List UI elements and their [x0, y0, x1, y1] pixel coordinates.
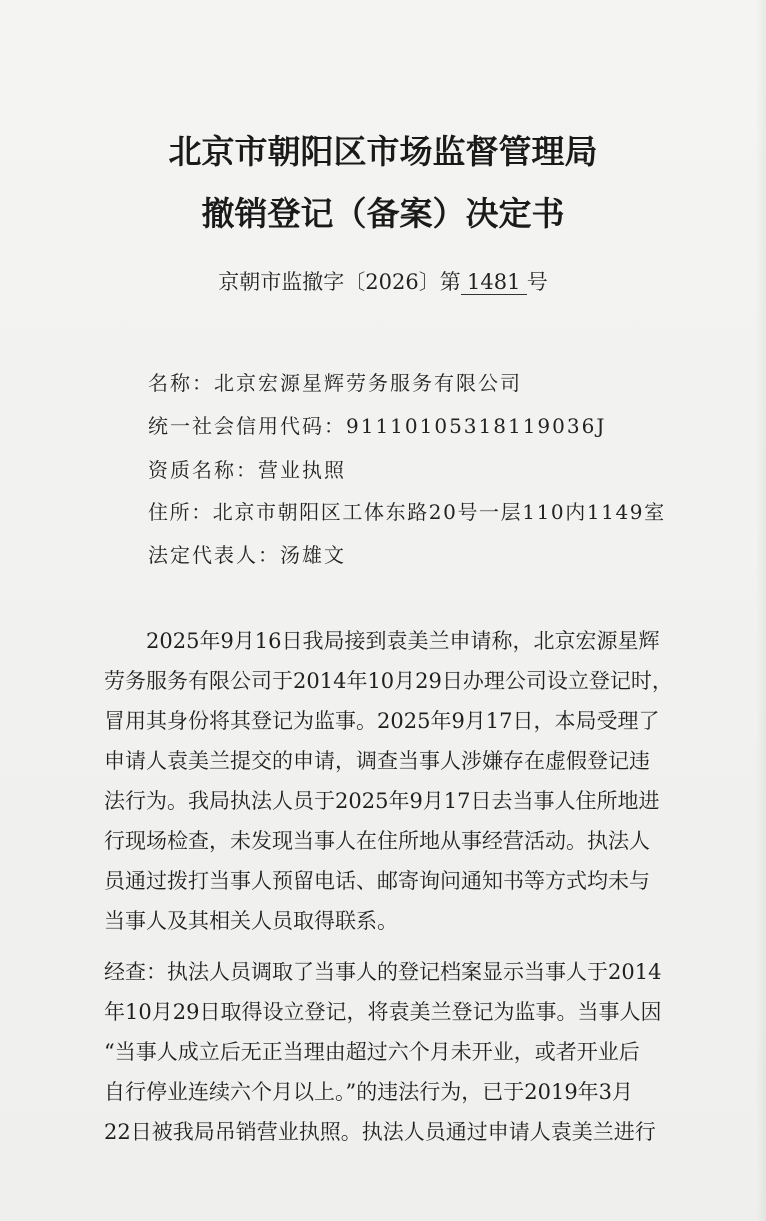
paragraph-line: 年10月29日取得设立登记，将袁美兰登记为监事。当事人因 — [104, 1000, 662, 1024]
paragraph-line: 行现场检查，未发现当事人在住所地从事经营活动。执法人 — [104, 829, 650, 853]
paragraph-line: 冒用其身份将其登记为监事。2025年9月17日，本局受理了 — [104, 709, 660, 733]
paragraph-line: 劳务服务有限公司于2014年10月29日办理公司设立登记时， — [104, 669, 673, 693]
page-edge-shadow — [756, 0, 766, 1221]
paragraph-line: 员通过拨打当事人预留电话、邮寄询问通知书等方式均未与 — [104, 869, 650, 893]
address-field: 住所：北京市朝阳区工体东路20号一层110内1149室 — [148, 500, 666, 524]
company-name-field: 名称：北京宏源星辉劳务服务有限公司 — [148, 371, 522, 395]
paragraph-line: 经查：执法人员调取了当事人的登记档案显示当事人于2014 — [104, 960, 662, 984]
paragraph-line: 22日被我局吊销营业执照。执法人员通过申请人袁美兰进行 — [104, 1120, 656, 1144]
document-title-line2: 撤销登记（备案）决定书 — [201, 194, 565, 233]
paragraph-line: 自行停业连续六个月以上。”的违法行为，已于2019年3月 — [104, 1080, 634, 1104]
qualification-field: 资质名称：营业执照 — [148, 458, 346, 482]
paragraph-line: “当事人成立后无正当理由超过六个月未开业，或者开业后 — [104, 1040, 640, 1064]
document-number-prefix: 京朝市监撤字〔2026〕第 — [218, 270, 461, 294]
paragraph-line: 申请人袁美兰提交的申请，调查当事人涉嫌存在虚假登记违 — [104, 749, 650, 773]
body-paragraph-1 — [104, 621, 684, 941]
document-number — [0, 266, 766, 296]
document-title-line1: 北京市朝阳区市场监督管理局 — [168, 132, 598, 171]
credit-code-field: 统一社会信用代码：91110105318119036J — [148, 414, 607, 438]
paragraph-line: 法行为。我局执法人员于2025年9月17日去当事人住所地进 — [104, 789, 660, 813]
document-number-value: 1481 — [461, 270, 527, 295]
body-paragraph-2 — [104, 952, 684, 1152]
paragraph-line: 当事人及其相关人员取得联系。 — [104, 909, 398, 933]
legal-representative-field: 法定代表人：汤雄文 — [148, 543, 346, 567]
document-number-suffix: 号 — [526, 270, 548, 294]
paragraph-line: 2025年9月16日我局接到袁美兰申请称，北京宏源星辉 — [146, 629, 660, 653]
